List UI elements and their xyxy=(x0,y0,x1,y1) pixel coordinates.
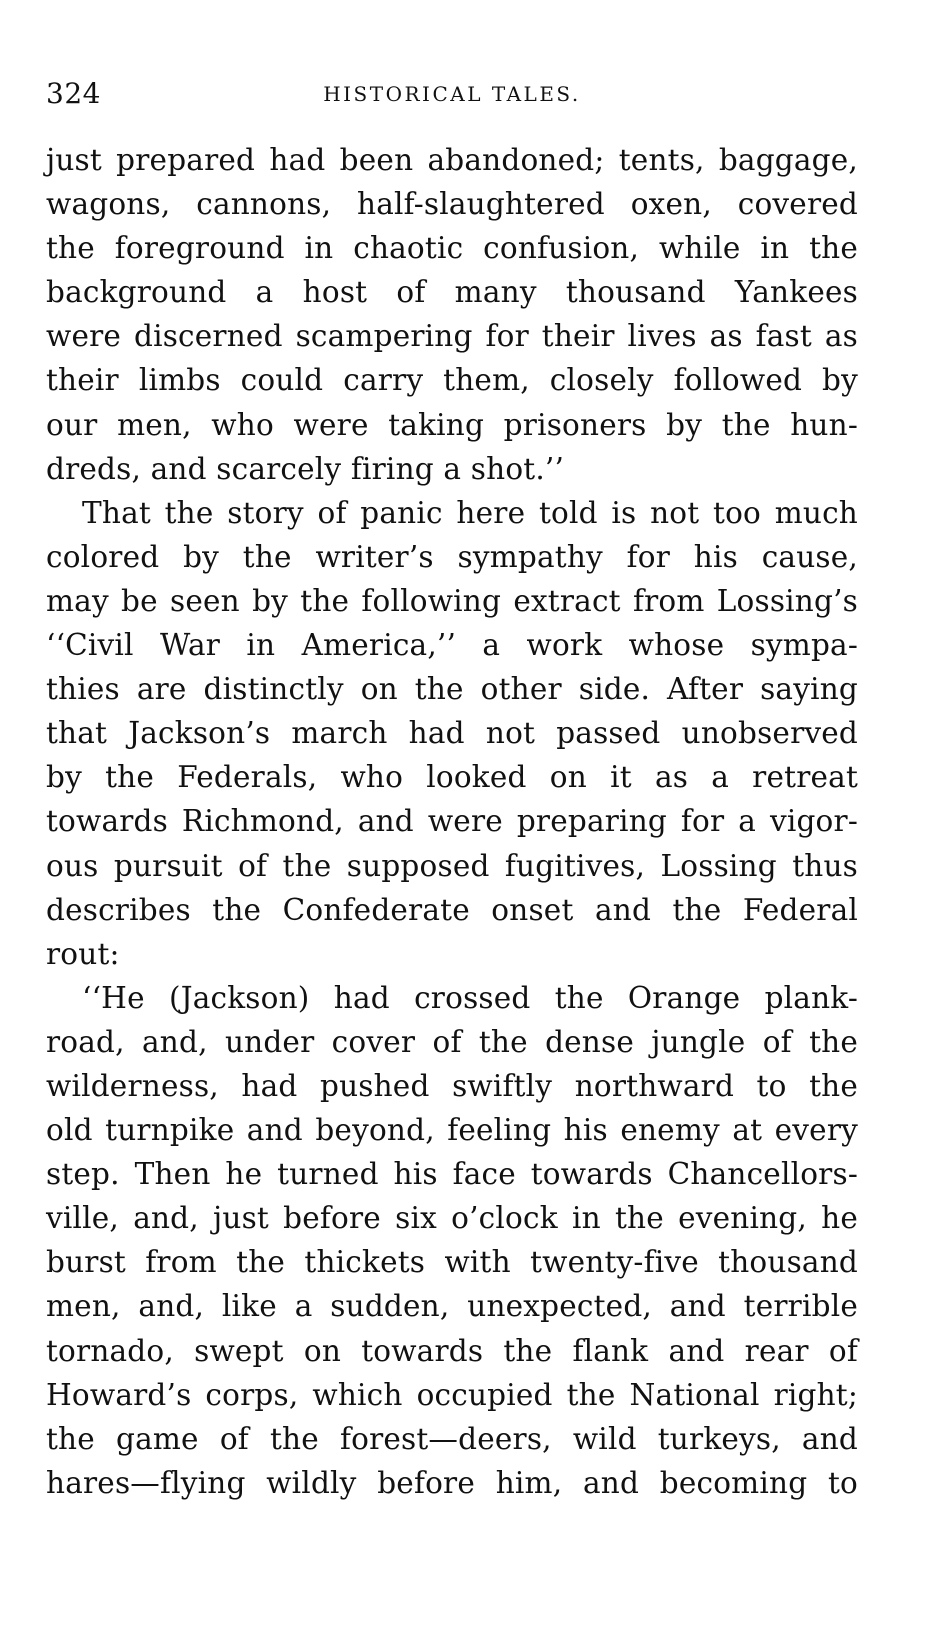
text-line: just prepared had been abandoned; tents, baggage, xyxy=(46,143,858,177)
running-head: HISTORICAL TALES. xyxy=(323,82,581,106)
text-line: colored by the writer’s sympathy for his cause, xyxy=(46,539,858,574)
text-line: by the Federals, who looked on it as a retreat xyxy=(46,760,858,795)
text-line: tornado, swept on towards the flank and rear of xyxy=(46,1333,858,1368)
text-line: men, and, like a sudden, unexpected, and terrible xyxy=(46,1289,858,1324)
text-line: towards Richmond, and were preparing for a vigor- xyxy=(46,804,858,839)
text-line: the foreground in chaotic confusion, while in the xyxy=(46,231,858,266)
text-line: burst from the thickets with twenty-five thousand xyxy=(46,1245,858,1280)
text-line: ous pursuit of the supposed fugitives, Lossing thus xyxy=(46,848,858,883)
text-line: rout: xyxy=(46,936,120,971)
text-line: wagons, cannons, half-slaughtered oxen, covered xyxy=(46,187,858,222)
text-line: thies are distinctly on the other side. After saying xyxy=(46,672,858,707)
text-line: road, and, under cover of the dense jungle of the xyxy=(46,1024,858,1059)
text-line: were discerned scampering for their lives as fast as xyxy=(46,319,858,354)
text-line: ville, and, just before six o’clock in the evening, he xyxy=(46,1201,858,1236)
text-line: Howard’s corps, which occupied the National right; xyxy=(46,1377,858,1412)
text-line: dreds, and scarcely firing a shot.’’ xyxy=(46,451,565,486)
text-line: describes the Confederate onset and the Federal xyxy=(46,892,858,927)
page-number: 324 xyxy=(46,77,101,110)
text-line: background a host of many thousand Yankees xyxy=(46,275,858,310)
text-line: the game of the forest—deers, wild turkeys, and xyxy=(46,1421,858,1456)
text-line: hares—flying wildly before him, and becoming to xyxy=(46,1465,858,1500)
text-line: ‘‘Civil War in America,’’ a work whose sympa- xyxy=(46,628,858,663)
text-line: may be seen by the following extract from Lossing’s xyxy=(46,583,858,618)
text-line: their limbs could carry them, closely followed by xyxy=(46,363,858,398)
text-line: old turnpike and beyond, feeling his enemy at every xyxy=(46,1113,858,1148)
text-line: step. Then he turned his face towards Chancellors- xyxy=(46,1157,858,1192)
text-line: ‘‘He (Jackson) had crossed the Orange plank- xyxy=(82,980,858,1015)
text-line: wilderness, had pushed swiftly northward to the xyxy=(46,1068,858,1103)
text-line: our men, who were taking prisoners by the hun- xyxy=(46,407,858,442)
text-line: that Jackson’s march had not passed unobserved xyxy=(46,716,858,751)
page-header xyxy=(46,74,858,114)
text-line: That the story of panic here told is not too much xyxy=(82,495,858,530)
body-text xyxy=(46,138,858,1505)
